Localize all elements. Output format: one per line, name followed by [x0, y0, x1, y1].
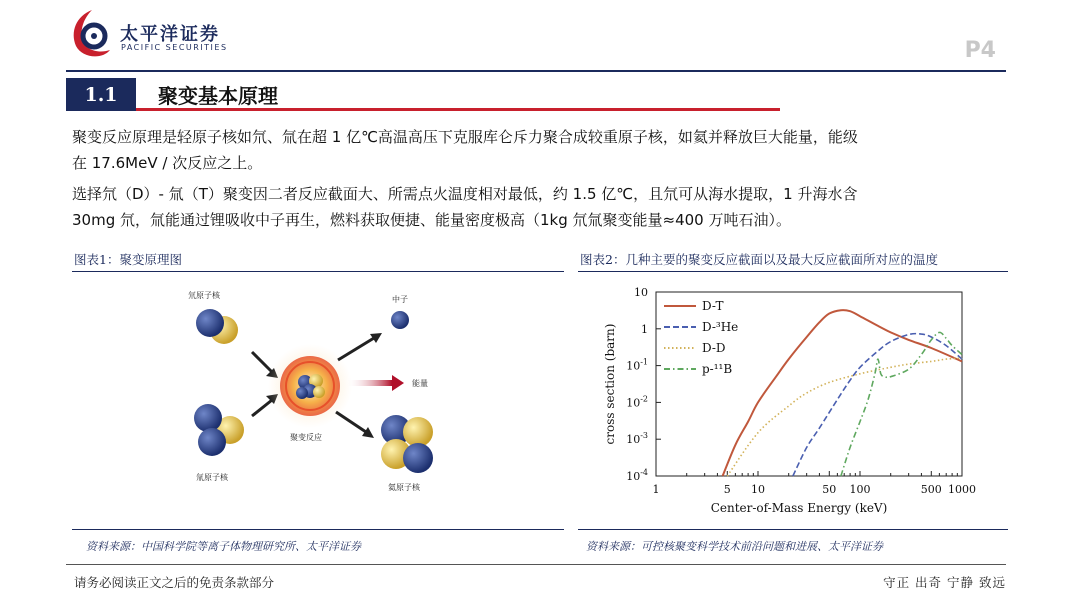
footer-divider — [66, 564, 1006, 565]
x-tick-label: 1 — [652, 483, 660, 496]
energy-arrow — [346, 380, 392, 386]
energy-label: 能量 — [412, 379, 428, 388]
series-line-D-T — [723, 310, 962, 476]
figure1-rule — [72, 271, 564, 272]
x-tick-label: 5 — [723, 483, 731, 496]
x-tick-label: 1000 — [948, 483, 976, 496]
arrow-in-bottom — [252, 400, 272, 416]
figure2-source: 资料来源：可控核聚变科学技术前沿问题和进展、太平洋证券 — [586, 540, 883, 553]
x-axis-label: Center-of-Mass Energy (keV) — [710, 501, 888, 515]
y-tick-label: 1 — [641, 322, 648, 336]
deuterium-nucleus — [196, 309, 238, 344]
neutron — [391, 311, 409, 329]
deuterium-label: 氘原子核 — [188, 291, 220, 300]
paragraph-line-3: 选择氘（D）- 氚（T）聚变因二者反应截面大、所需点火温度相对最低，约 1.5 亿℃，且氘可从海水提取，1 升海水含 — [72, 185, 858, 203]
section-title: 聚变基本原理 — [158, 84, 278, 108]
paragraph-line-2: 在 17.6MeV / 次反应之上。 — [72, 154, 263, 172]
legend-label: p-¹¹B — [702, 362, 733, 376]
paragraph-line-4: 30mg 氘，氚能通过锂吸收中子再生，燃料获取便捷、能量密度极高（1kg 氘氚聚变能量≈400 万吨石油）。 — [72, 211, 791, 229]
legend-label: D-T — [702, 299, 724, 313]
figure2-title: 图表2：几种主要的聚变反应截面以及最大反应截面所对应的温度 — [580, 252, 938, 267]
tritium-nucleus — [194, 404, 244, 456]
neutron-label: 中子 — [392, 295, 408, 304]
series-line-D-D — [727, 358, 962, 476]
helium-label: 氦原子核 — [388, 483, 420, 492]
y-tick-label: 10 — [634, 286, 648, 299]
x-tick-label: 500 — [920, 483, 942, 496]
figure2-bottom-rule — [578, 529, 1008, 530]
figure1-title: 图表1：聚变原理图 — [74, 252, 182, 267]
pacific-securities-logo-icon — [68, 6, 116, 62]
y-tick-label: $10^{-1}$ — [626, 357, 648, 373]
section-number: 1.1 — [66, 78, 136, 111]
footer-slogan: 守正 出奇 宁静 致远 — [883, 575, 1006, 590]
legend-label: D-D — [702, 341, 726, 355]
cross-section-chart — [596, 280, 976, 520]
brand-name-cn: 太平洋证券 — [120, 24, 220, 45]
legend-label: D-³He — [702, 320, 739, 334]
arrow-in-top — [252, 352, 272, 372]
tritium-label: 氚原子核 — [196, 473, 228, 482]
y-tick-label: $10^{-4}$ — [626, 468, 648, 483]
x-tick-label: 10 — [751, 483, 765, 496]
arrow-to-neutron — [338, 338, 374, 360]
y-tick-label: $10^{-2}$ — [626, 394, 648, 410]
x-tick-label: 50 — [822, 483, 837, 496]
footer-disclaimer: 请务必阅读正文之后的免责条款部分 — [74, 575, 275, 590]
arrow-to-helium — [336, 412, 366, 432]
y-axis-label: cross section (barn) — [603, 323, 617, 445]
series-line-D-³He — [793, 334, 962, 476]
section-underline — [136, 108, 780, 111]
helium-nucleus — [381, 415, 433, 473]
x-tick-label: 100 — [849, 483, 871, 496]
page-number: P4 — [964, 38, 996, 63]
paragraph-line-1: 聚变反应原理是轻原子核如氘、氚在超 1 亿℃高温高压下克服库仑斥力聚合成较重原子核，如氦并释放巨大能量，能级 — [72, 128, 858, 146]
figure1-bottom-rule — [72, 529, 564, 530]
reaction-label: 聚变反应 — [290, 433, 322, 442]
y-tick-label: $10^{-3}$ — [626, 431, 648, 447]
fusion-principle-diagram — [160, 280, 460, 510]
brand-name-en: PACIFIC SECURITIES — [121, 43, 228, 52]
figure1-source: 资料来源：中国科学院等离子体物理研究所、太平洋证券 — [86, 540, 361, 553]
header-divider — [66, 70, 1006, 72]
figure2-rule — [578, 271, 1008, 272]
